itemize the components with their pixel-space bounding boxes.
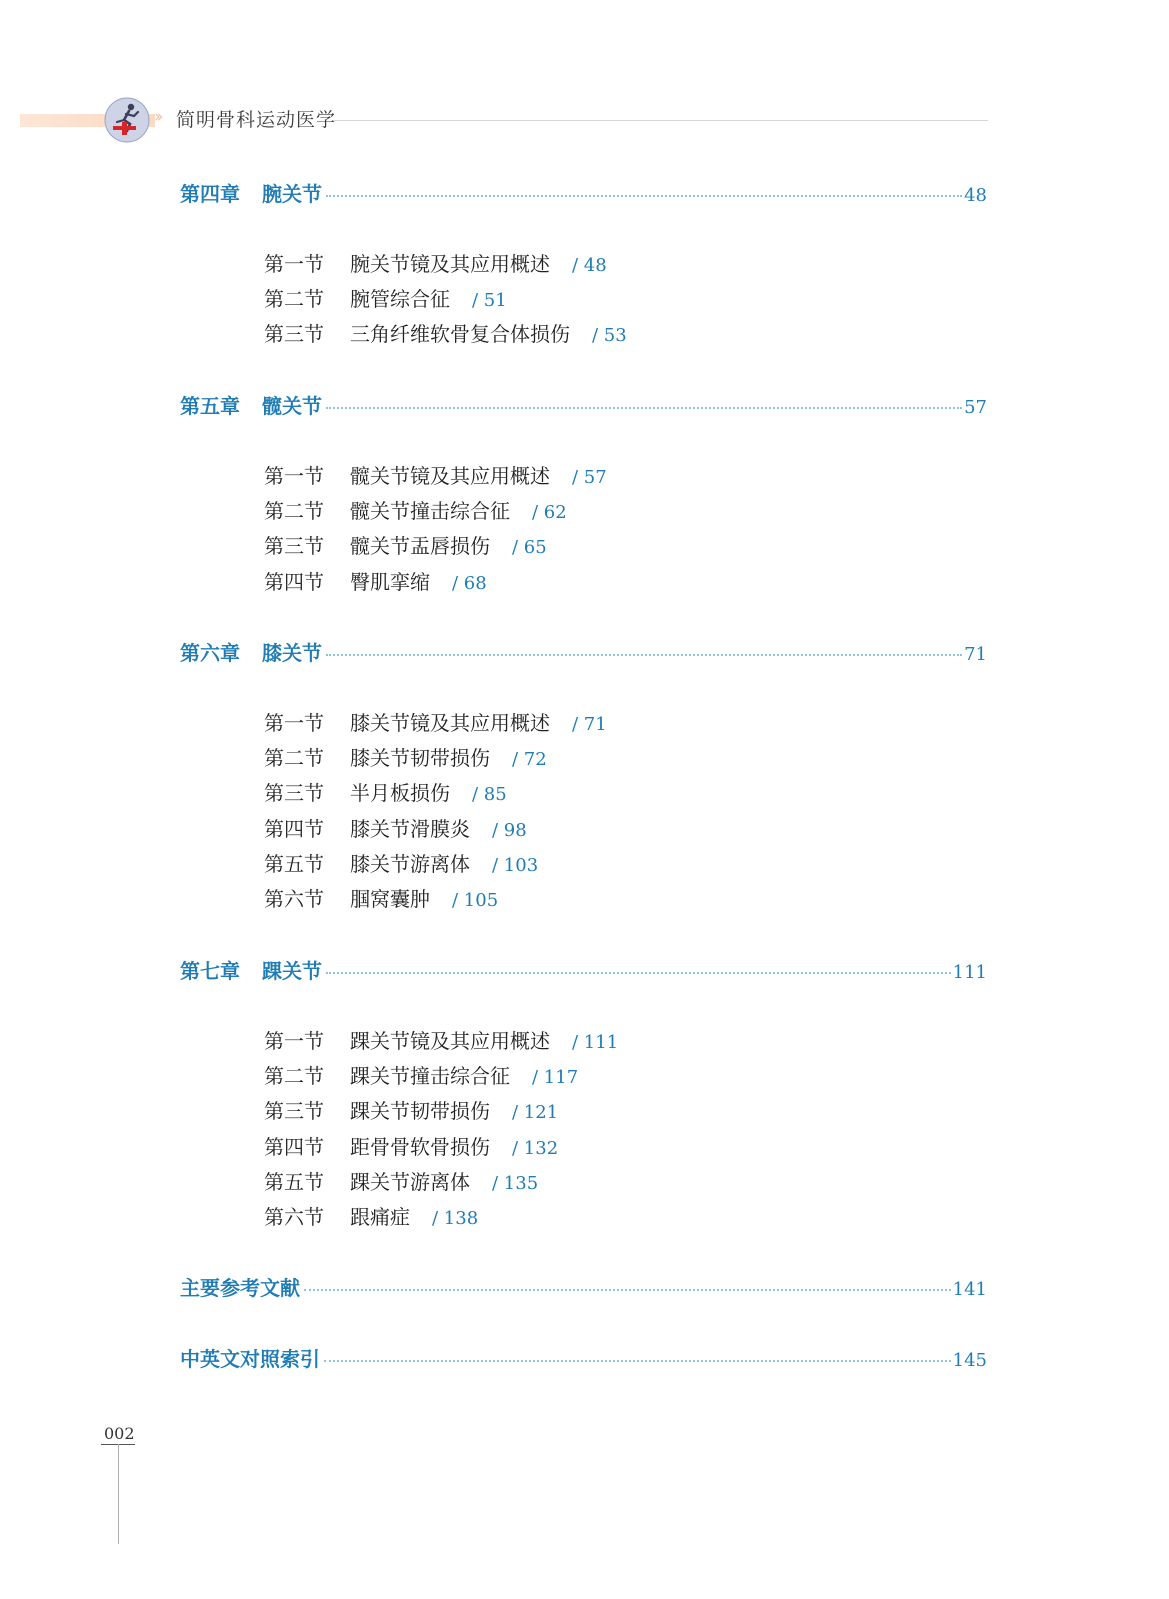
section-title: 腘窝囊肿 xyxy=(350,887,430,911)
toc-section-entry[interactable] xyxy=(264,495,567,525)
section-title: 膝关节镜及其应用概述 xyxy=(350,711,550,735)
toc-section-entry[interactable] xyxy=(264,777,507,807)
dot-leader xyxy=(326,195,962,197)
section-number: 第一节 xyxy=(264,252,324,276)
toc-section-entry[interactable] xyxy=(264,1201,478,1231)
dot-leader xyxy=(304,1289,951,1291)
chapter-page-number: 145 xyxy=(952,1350,987,1371)
toc-section-entry[interactable] xyxy=(264,1131,558,1161)
section-number: 第一节 xyxy=(264,711,324,735)
toc-section-entry[interactable] xyxy=(264,318,627,348)
running-athlete-logo-icon xyxy=(104,97,150,143)
chapter-number: 第六章 xyxy=(180,641,240,665)
toc-section-entry[interactable] xyxy=(264,1025,618,1055)
chapter-page-number: 111 xyxy=(952,962,987,983)
section-number: 第三节 xyxy=(264,1099,324,1123)
folio-vertical-line xyxy=(118,1444,119,1544)
toc-section-entry[interactable] xyxy=(264,1095,558,1125)
section-number: 第三节 xyxy=(264,322,324,346)
section-title: 膝关节游离体 xyxy=(350,852,470,876)
page-number: 002 xyxy=(104,1424,135,1443)
section-number: 第五节 xyxy=(264,1170,324,1194)
toc-section-entry[interactable] xyxy=(264,530,547,560)
chapter-title: 髋关节 xyxy=(262,394,322,418)
chapter-number: 中英文对照索引 xyxy=(180,1347,320,1371)
dot-leader xyxy=(324,1360,951,1362)
section-number: 第一节 xyxy=(264,1029,324,1053)
section-page-number: / 65 xyxy=(512,537,547,558)
toc-section-entry[interactable] xyxy=(264,707,607,737)
section-title: 膝关节韧带损伤 xyxy=(350,746,490,770)
toc-section-entry[interactable] xyxy=(264,742,547,772)
chapter-page-number: 141 xyxy=(952,1279,987,1300)
section-page-number: / 138 xyxy=(432,1208,479,1229)
toc-section-entry[interactable] xyxy=(264,813,527,843)
section-number: 第四节 xyxy=(264,817,324,841)
chapter-number: 第四章 xyxy=(180,182,240,206)
section-title: 腕关节镜及其应用概述 xyxy=(350,252,550,276)
section-number: 第四节 xyxy=(264,570,324,594)
section-number: 第六节 xyxy=(264,1205,324,1229)
section-page-number: / 48 xyxy=(572,255,607,276)
section-page-number: / 85 xyxy=(472,784,507,805)
section-title: 髋关节盂唇损伤 xyxy=(350,534,490,558)
toc-chapter-entry[interactable] xyxy=(180,1343,987,1373)
section-title: 踝关节韧带损伤 xyxy=(350,1099,490,1123)
section-title: 跟痛症 xyxy=(350,1205,410,1229)
chapter-title: 腕关节 xyxy=(262,182,322,206)
chapter-title: 踝关节 xyxy=(262,959,322,983)
section-page-number: / 117 xyxy=(532,1067,579,1088)
section-page-number: / 53 xyxy=(592,325,627,346)
section-title: 腕管综合征 xyxy=(350,287,450,311)
section-title: 膝关节滑膜炎 xyxy=(350,817,470,841)
header-rule xyxy=(333,120,988,121)
section-number: 第一节 xyxy=(264,464,324,488)
toc-chapter-entry[interactable] xyxy=(180,955,987,985)
section-page-number: / 72 xyxy=(512,749,547,770)
section-page-number: / 57 xyxy=(572,467,607,488)
chapter-page-number: 57 xyxy=(964,397,987,418)
section-number: 第六节 xyxy=(264,887,324,911)
section-title: 半月板损伤 xyxy=(350,781,450,805)
chapter-title: 膝关节 xyxy=(262,641,322,665)
toc-section-entry[interactable] xyxy=(264,566,487,596)
dot-leader xyxy=(326,654,962,656)
section-page-number: / 62 xyxy=(532,502,567,523)
header-arrows: ›› xyxy=(154,107,160,127)
section-number: 第五节 xyxy=(264,852,324,876)
section-title: 髋关节镜及其应用概述 xyxy=(350,464,550,488)
section-title: 臀肌挛缩 xyxy=(350,570,430,594)
section-page-number: / 121 xyxy=(512,1102,559,1123)
dot-leader xyxy=(326,407,962,409)
section-number: 第二节 xyxy=(264,287,324,311)
chapter-number: 主要参考文献 xyxy=(180,1276,300,1300)
chapter-page-number: 71 xyxy=(964,644,987,665)
section-number: 第四节 xyxy=(264,1135,324,1159)
section-page-number: / 132 xyxy=(512,1138,559,1159)
book-title: 简明骨科运动医学 xyxy=(176,109,337,131)
section-page-number: / 111 xyxy=(572,1032,619,1053)
section-page-number: / 105 xyxy=(452,890,499,911)
section-title: 踝关节撞击综合征 xyxy=(350,1064,510,1088)
toc-section-entry[interactable] xyxy=(264,460,607,490)
toc-section-entry[interactable] xyxy=(264,1166,538,1196)
section-page-number: / 98 xyxy=(492,820,527,841)
dot-leader xyxy=(326,972,951,974)
section-number: 第二节 xyxy=(264,746,324,770)
toc-chapter-entry[interactable] xyxy=(180,178,987,208)
section-number: 第二节 xyxy=(264,499,324,523)
section-title: 三角纤维软骨复合体损伤 xyxy=(350,322,570,346)
chapter-number: 第七章 xyxy=(180,959,240,983)
section-title: 踝关节游离体 xyxy=(350,1170,470,1194)
section-title: 踝关节镜及其应用概述 xyxy=(350,1029,550,1053)
section-title: 髋关节撞击综合征 xyxy=(350,499,510,523)
section-page-number: / 51 xyxy=(472,290,507,311)
toc-section-entry[interactable] xyxy=(264,283,507,313)
chapter-number: 第五章 xyxy=(180,394,240,418)
section-page-number: / 103 xyxy=(492,855,539,876)
toc-chapter-entry[interactable] xyxy=(180,637,987,667)
toc-section-entry[interactable] xyxy=(264,248,607,278)
toc-section-entry[interactable] xyxy=(264,848,538,878)
section-number: 第二节 xyxy=(264,1064,324,1088)
section-page-number: / 135 xyxy=(492,1173,539,1194)
toc-section-entry[interactable] xyxy=(264,1060,578,1090)
chapter-page-number: 48 xyxy=(964,185,987,206)
section-page-number: / 71 xyxy=(572,714,607,735)
toc-chapter-entry[interactable] xyxy=(180,390,987,420)
toc-chapter-entry[interactable] xyxy=(180,1272,987,1302)
toc-section-entry[interactable] xyxy=(264,883,498,913)
section-number: 第三节 xyxy=(264,781,324,805)
section-title: 距骨骨软骨损伤 xyxy=(350,1135,490,1159)
section-number: 第三节 xyxy=(264,534,324,558)
section-page-number: / 68 xyxy=(452,573,487,594)
